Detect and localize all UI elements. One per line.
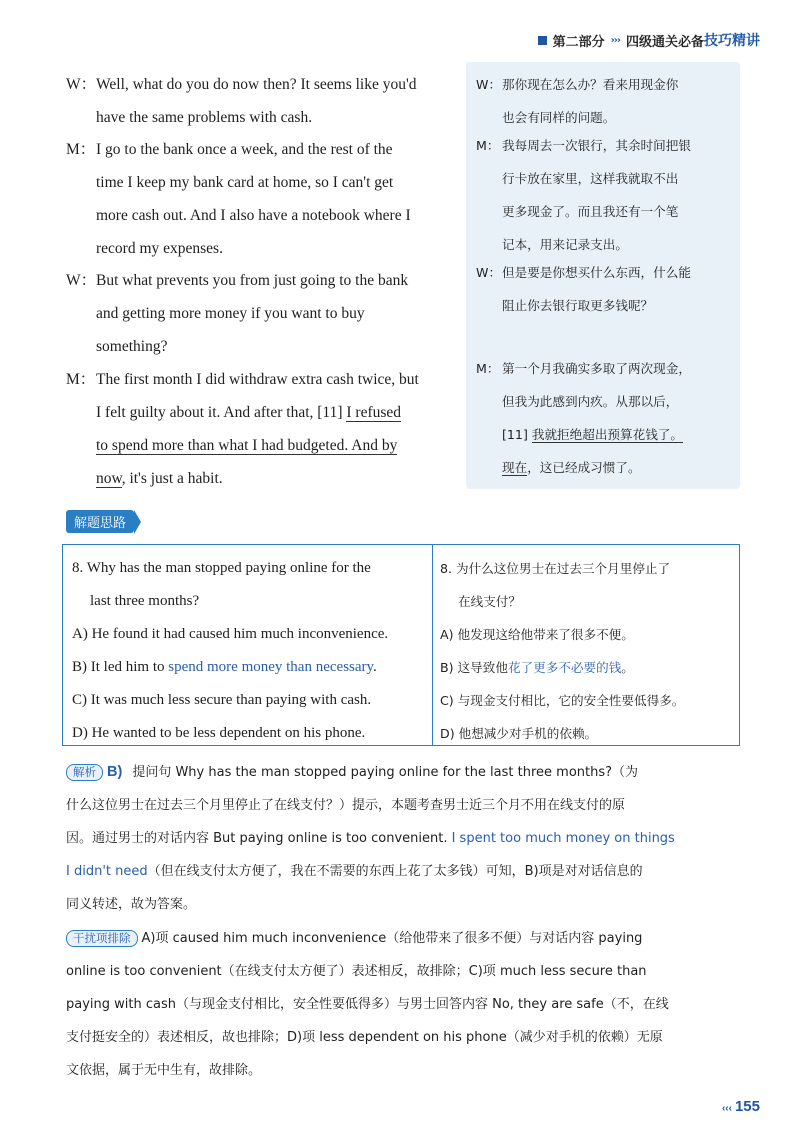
speaker: W： xyxy=(66,272,97,289)
distractor-text: paying with cash（与现金支付相比，安全性要低得多）与男士回答内容 No, they are safe（不，在线 xyxy=(66,997,669,1012)
header-part: 第二部分 xyxy=(552,34,605,50)
dialogue-line: But what prevents you from just going to the bank xyxy=(96,272,409,289)
speaker: M： xyxy=(476,138,500,153)
dialogue-line: more cash out. And I also have a notebook where I xyxy=(96,207,411,224)
distractor-label: 干扰项排除 xyxy=(66,930,138,947)
speaker: W： xyxy=(476,265,502,280)
speaker: M： xyxy=(66,141,96,158)
dialogue-line: I go to the bank once a week, and the rest of the xyxy=(96,141,393,158)
dialogue-line: Well, what do you do now then? It seems like you'd xyxy=(96,76,417,93)
option-b xyxy=(440,651,732,684)
translation-line: 阻止你去银行取更多钱呢？ xyxy=(502,298,654,313)
option-c: C) It was much less secure than paying with cash. xyxy=(72,692,372,708)
translation-line: 但是要是你想买什么东西，什么能 xyxy=(502,265,691,280)
translation-line: 那你现在怎么办？看来用现金你 xyxy=(502,77,679,92)
dialogue-line: and getting more money if you want to buy xyxy=(96,305,365,322)
analysis-text: （但在线支付太方便了，我在不需要的东西上花了太多钱）可知，B)项是对对话信息的 xyxy=(147,864,643,879)
translation-line: 行卡放在家里，这样我就取不出 xyxy=(502,171,679,186)
underlined-text: 我就拒绝超出预算花钱了。 xyxy=(531,427,683,442)
analysis-text: 什么这位男士在过去三个月里停止了在线支付？）提示，本题考查男士近三个月不用在线支付的原 xyxy=(66,798,626,813)
question-en xyxy=(72,552,428,750)
page-dots: ‹‹‹ xyxy=(721,1103,732,1114)
header-arrows: ››› xyxy=(610,34,620,46)
highlight-text: spend more money than necessary xyxy=(168,659,374,675)
distractor-text: 支付挺安全的）表述相反，故也排除；D)项 less dependent on his phone（减少对手机的依赖）无原 xyxy=(66,1030,663,1045)
option-text: B) 这导致他 xyxy=(440,660,508,675)
analysis-section xyxy=(66,756,734,921)
translation-line: 我每周去一次银行，其余时间把银 xyxy=(502,138,691,153)
dialogue-cn-m1 xyxy=(476,129,736,261)
dialogue-line: time I keep my bank card at home, so I can't get xyxy=(96,174,394,191)
dialogue-line: record my expenses. xyxy=(96,240,223,257)
speaker: M： xyxy=(476,361,500,376)
section-tag: 解题思路 xyxy=(66,510,134,533)
option-c: C) 与现金支付相比，它的安全性要低得多。 xyxy=(440,693,685,708)
page-number xyxy=(722,1098,760,1115)
question-cn xyxy=(440,552,732,750)
option-a: A) 他发现这给他带来了很多不便。 xyxy=(440,627,634,642)
speaker: W： xyxy=(476,77,502,92)
dialogue-line: I felt guilty about it. And after that, [11] xyxy=(96,404,347,421)
question-stem: 8. Why has the man stopped paying online for the xyxy=(72,560,371,576)
question-stem: last three months? xyxy=(90,593,200,609)
highlight-text: I didn't need xyxy=(66,864,148,879)
analysis-text: 因。通过男士的对话内容 But paying online is too convenient. xyxy=(66,831,452,846)
option-text: 。 xyxy=(621,660,634,675)
translation-line: 也会有同样的问题。 xyxy=(502,110,616,125)
option-d: D) He wanted to be less dependent on his phone. xyxy=(72,725,366,741)
question-stem: 在线支付？ xyxy=(458,594,521,609)
header-square-icon xyxy=(538,36,547,45)
page-number-value: 155 xyxy=(734,1098,760,1115)
analysis-text: 提问句 Why has the man stopped paying online for the last three months?（为 xyxy=(132,765,639,780)
dialogue-cn-m2 xyxy=(476,352,736,484)
underlined-text: 现在 xyxy=(502,460,528,475)
underlined-text: now xyxy=(96,470,122,487)
page-header xyxy=(538,30,760,50)
dialogue-cn-w2 xyxy=(476,256,736,322)
highlight-text: 花了更多不必要的钱 xyxy=(507,660,622,675)
dialogue-en-w2 xyxy=(66,264,458,363)
option-text: B) It led him to xyxy=(72,659,169,675)
dialogue-line: something? xyxy=(96,338,168,355)
distractor-section xyxy=(66,922,734,1087)
speaker: W： xyxy=(66,76,97,93)
question-divider xyxy=(432,545,433,745)
translation-line: 记本，用来记录支出。 xyxy=(502,237,628,252)
translation-line: 更多现金了。而且我还有一个笔 xyxy=(502,204,679,219)
underlined-text: I refused xyxy=(346,404,402,421)
translation-line: 第一个月我确实多取了两次现金， xyxy=(502,361,691,376)
dialogue-en-m1 xyxy=(66,133,458,265)
dialogue-en-w1 xyxy=(66,68,458,134)
distractor-text: 文依据，属于无中生有，故排除。 xyxy=(66,1063,262,1078)
translation-line: 但我为此感到内疚。从那以后， xyxy=(502,394,679,409)
dialogue-line: have the same problems with cash. xyxy=(96,109,313,126)
option-d: D) 他想减少对手机的依赖。 xyxy=(440,726,598,741)
highlight-text: I spent too much money on things xyxy=(451,831,675,846)
dialogue-line: , it's just a habit. xyxy=(121,470,223,487)
underlined-text: to spend more than what I had budgeted. And by xyxy=(96,437,398,454)
distractor-text: online is too convenient（在线支付太方便了）表述相反，故排除；C)项 much less secure than xyxy=(66,964,647,979)
translation-line: ，这已经成习惯了。 xyxy=(527,460,641,475)
question-stem: 8. 为什么这位男士在过去三个月里停止了 xyxy=(440,561,671,576)
analysis-text: 同义转述，故为答案。 xyxy=(66,897,197,912)
header-title: 四级通关必备 xyxy=(625,34,704,50)
translation-line: [11] xyxy=(502,427,532,442)
option-a: A) He found it had caused him much inconvenience. xyxy=(72,626,389,642)
answer: B) xyxy=(107,764,123,780)
distractor-text: A)项 caused him much inconvenience（给他带来了很多不便）与对话内容 paying xyxy=(141,931,643,946)
header-title-highlight: 技巧精讲 xyxy=(704,33,760,49)
analysis-label: 解析 xyxy=(66,764,103,781)
speaker: M： xyxy=(66,371,96,388)
dialogue-cn-w1 xyxy=(476,68,736,134)
option-text: . xyxy=(373,659,377,675)
dialogue-en-m2 xyxy=(66,363,458,495)
dialogue-line: The first month I did withdraw extra cash twice, but xyxy=(96,371,419,388)
option-b xyxy=(72,651,428,684)
